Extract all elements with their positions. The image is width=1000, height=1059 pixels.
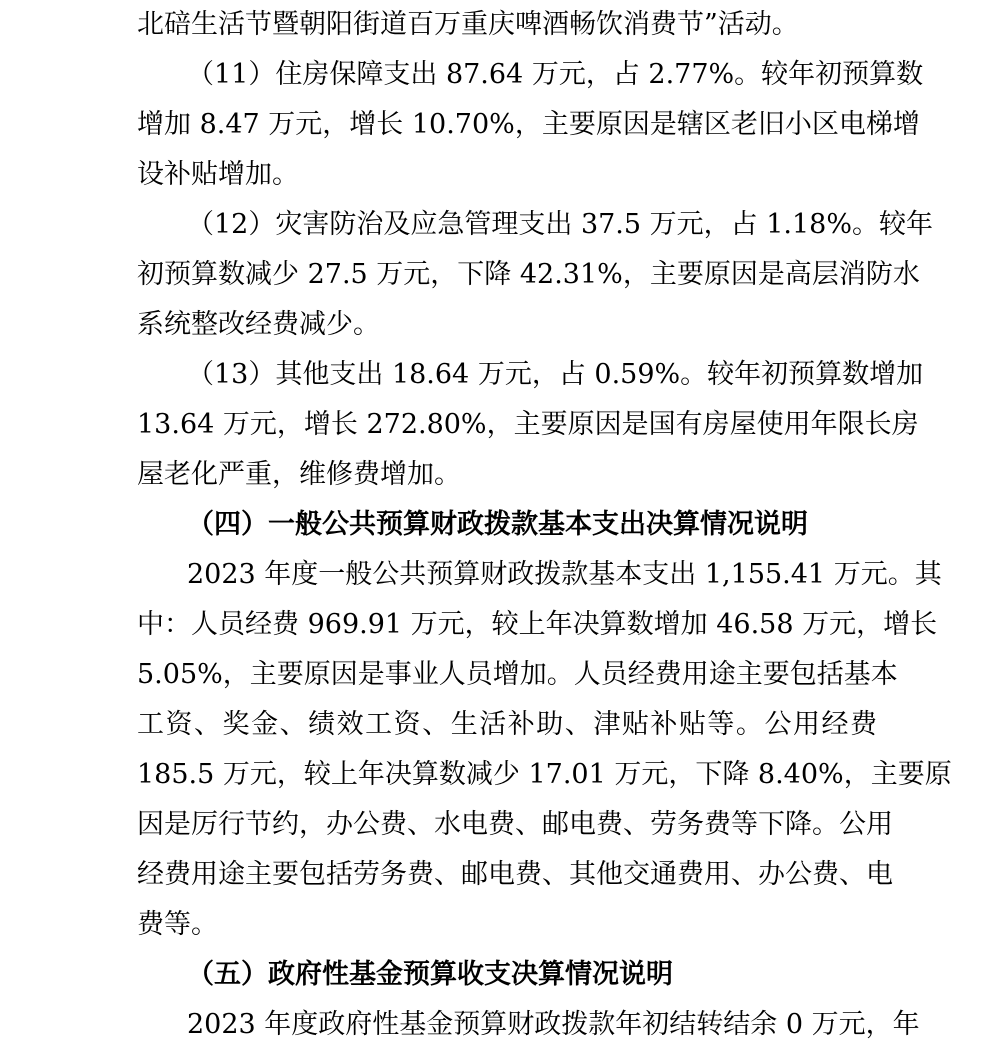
- paragraph-item-12-line: （12）灾害防治及应急管理支出 37.5 万元，占 1.18%。较年: [187, 209, 933, 240]
- text-line: 中：人员经费 969.91 万元，较上年决算数增加 46.58 万元，增长: [137, 609, 938, 640]
- text-line: 经费用途主要包括劳务费、邮电费、其他交通费用、办公费、电: [137, 859, 893, 890]
- text-line: 设补贴增加。: [137, 159, 299, 190]
- text-line: 5.05%，主要原因是事业人员增加。人员经费用途主要包括基本: [137, 659, 898, 690]
- text-line: 增加 8.47 万元，增长 10.70%，主要原因是辖区老旧小区电梯增: [137, 109, 920, 140]
- text-line: 工资、奖金、绩效工资、生活补助、津贴补贴等。公用经费: [137, 709, 877, 740]
- text-line: 北碚生活节暨朝阳街道百万重庆啤酒畅饮消费节”活动。: [137, 9, 799, 40]
- paragraph-fund-budget-line: 2023 年度政府性基金预算财政拨款年初结转结余 0 万元，年: [187, 1009, 920, 1040]
- text-line: 因是厉行节约，办公费、水电费、邮电费、劳务费等下降。公用: [137, 809, 893, 840]
- paragraph-item-11-line: （11）住房保障支出 87.64 万元，占 2.77%。较年初预算数: [187, 59, 924, 90]
- text-line: 屋老化严重，维修费增加。: [137, 459, 461, 490]
- text-line: 系统整改经费减少。: [137, 309, 380, 340]
- text-line: 185.5 万元，较上年决算数减少 17.01 万元，下降 8.40%，主要原: [137, 759, 952, 790]
- section-heading-five: （五）政府性基金预算收支决算情况说明: [187, 959, 673, 990]
- paragraph-basic-expenditure-line: 2023 年度一般公共预算财政拨款基本支出 1,155.41 万元。其: [187, 559, 942, 590]
- text-line: 初预算数减少 27.5 万元，下降 42.31%，主要原因是高层消防水: [137, 259, 920, 290]
- section-heading-four: （四）一般公共预算财政拨款基本支出决算情况说明: [187, 509, 808, 540]
- text-line: 13.64 万元，增长 272.80%，主要原因是国有房屋使用年限长房: [137, 409, 919, 440]
- paragraph-item-13-line: （13）其他支出 18.64 万元，占 0.59%。较年初预算数增加: [187, 359, 924, 390]
- text-line: 费等。: [137, 909, 218, 940]
